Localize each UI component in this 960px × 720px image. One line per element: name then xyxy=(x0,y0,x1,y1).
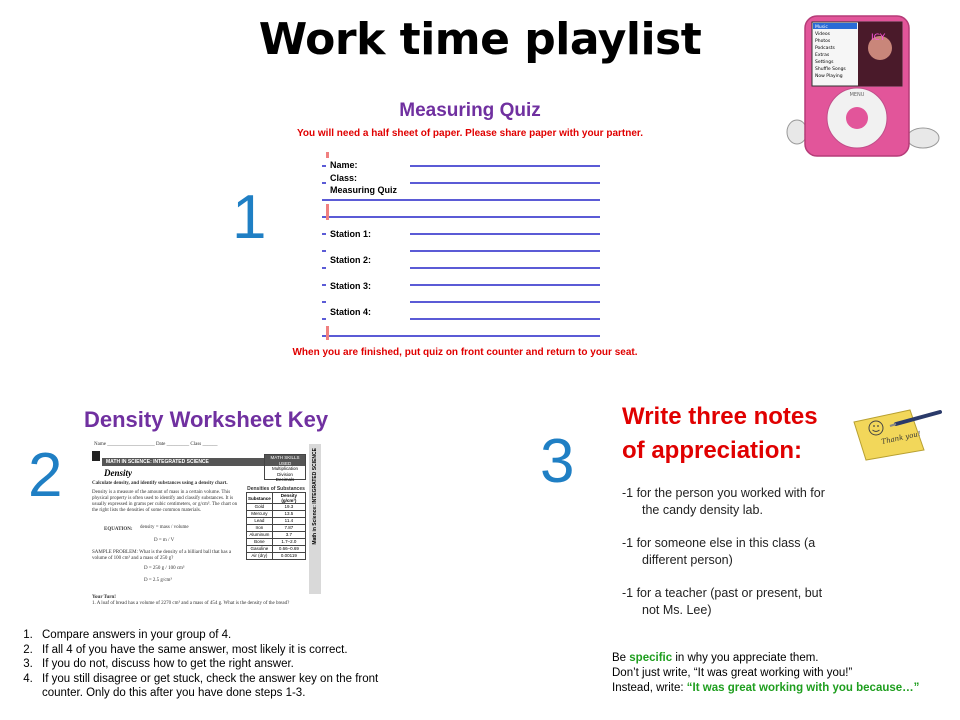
appreciation-heading-line1: Write three notes xyxy=(622,403,818,430)
appreciation-item xyxy=(622,485,862,518)
table-row xyxy=(247,511,306,518)
appreciation-item-line2: the candy density lab. xyxy=(642,502,763,517)
ws-equation-short: D = m / V xyxy=(154,538,175,543)
footer-be: Be xyxy=(612,652,627,664)
table-row xyxy=(247,553,306,560)
quiz-station-4: Station 4: xyxy=(330,307,372,317)
ws-skill-1: Multiplication xyxy=(271,466,298,471)
quiz-stations xyxy=(326,220,410,326)
density-table-header: Substance xyxy=(247,493,273,504)
ws-skill-3: Decimals xyxy=(275,477,295,482)
footer-line-3 xyxy=(612,681,952,696)
table-row xyxy=(247,504,306,511)
appreciation-item xyxy=(622,585,862,618)
ws-skills-box xyxy=(264,454,306,480)
quiz-station-2: Station 2: xyxy=(330,255,372,265)
appreciation-item-line1: -1 for a teacher (past or present, but xyxy=(622,586,823,600)
svg-text:ICY: ICY xyxy=(871,33,886,43)
table-cell: 19.3 xyxy=(272,504,305,511)
page-title: Work time playlist xyxy=(258,14,702,65)
table-row xyxy=(247,539,306,546)
footer-example: “It was great working with you because…” xyxy=(686,682,920,694)
note-card-text: Thank you! xyxy=(880,429,922,446)
ws-instruction: Calculate density, and identify substances using a density chart. xyxy=(92,481,228,486)
density-table-header-row xyxy=(247,493,306,504)
appreciation-heading-line2: of appreciation: xyxy=(622,437,803,464)
ipod-menu-item: Shuffle Songs xyxy=(815,67,846,72)
table-cell: 7.87 xyxy=(272,525,305,532)
footer-line-2: Don’t just write, “It was great working with you!” xyxy=(612,667,853,679)
ws-table-caption: Densities of Substances xyxy=(247,486,305,492)
section-number-1: 1 xyxy=(232,183,267,252)
table-cell: Air (dry) xyxy=(247,553,273,560)
appreciation-item-line2: not Ms. Lee) xyxy=(642,602,712,617)
quiz-note-bottom: When you are finished, put quiz on front counter and return to your seat. xyxy=(292,347,638,358)
footer-specific: specific xyxy=(629,652,673,664)
ws-skills-title: MATH SKILLS USED xyxy=(265,455,305,466)
section-number-2: 2 xyxy=(28,441,63,510)
step-item: 2. If all 4 of you have the same answer, most likely it is correct. xyxy=(36,643,414,658)
ipod-menu-item: Podcasts xyxy=(815,46,835,51)
table-cell: Bone xyxy=(247,539,273,546)
ws-body: Density is a measure of the amount of mass in a certain volume. This physical property is often used to identify and classify substances. It is usually expressed in grams per cubic centimeters, or g/cm³. The chart on the right lists the densities of some common materials. xyxy=(92,490,238,513)
ws-equation: density = mass / volume xyxy=(140,525,189,530)
ws-side-banner xyxy=(309,444,321,594)
table-cell: 11.4 xyxy=(272,518,305,525)
appreciation-list xyxy=(622,485,862,635)
ws-equation-label: EQUATION: xyxy=(104,527,133,532)
ws-topic: Density xyxy=(104,468,132,478)
ipod-menu-item: Music xyxy=(815,25,828,30)
quiz-field-title: Measuring Quiz xyxy=(330,185,398,195)
quiz-field-class: Class: xyxy=(330,172,358,183)
quiz-heading: Measuring Quiz xyxy=(399,100,541,121)
density-table xyxy=(246,492,306,560)
table-cell: 0.66–0.69 xyxy=(272,546,305,553)
ws-skill-2: Division xyxy=(277,471,293,477)
table-cell: 0.00119 xyxy=(272,553,305,560)
density-worksheet-thumbnail xyxy=(88,440,328,618)
ipod-menu-item: Photos xyxy=(815,39,831,44)
quiz-note-top: You will need a half sheet of paper. Please share paper with your partner. xyxy=(296,128,644,139)
step-item: 4. If you still disagree or get stuck, check the answer key on the front counter. Only do this after you have done steps 1-3. xyxy=(36,672,414,701)
table-cell: Gold xyxy=(247,504,273,511)
appreciation-item-line1: -1 for the person you worked with for xyxy=(622,486,825,500)
table-cell: 13.5 xyxy=(272,511,305,518)
table-row xyxy=(247,525,306,532)
ipod-menu-item: Extras xyxy=(815,53,830,58)
density-table-header: Density (g/cm³) xyxy=(272,493,305,504)
appreciation-heading xyxy=(622,400,818,468)
footer-instead: Instead, write: xyxy=(612,682,684,694)
step-item: 1. Compare answers in your group of 4. xyxy=(36,628,414,643)
appreciation-item xyxy=(622,535,862,568)
quiz-header-fields xyxy=(326,158,410,198)
ws-name-line: Name ___________________ Date _________ Class ______ xyxy=(94,442,218,447)
quiz-paper-illustration xyxy=(312,150,612,346)
ipod-illustration xyxy=(783,14,943,160)
footer-line-1 xyxy=(612,651,952,666)
ws-sample-work-2: D = 2.5 g/cm³ xyxy=(144,578,172,583)
ws-density-table xyxy=(246,486,306,560)
ws-problem-1: 1. A loaf of bread has a volume of 2270 cm³ and a mass of 454 g. What is the density of the bread? xyxy=(92,601,290,606)
thank-you-note-illustration xyxy=(848,406,942,462)
ws-sample-problem: SAMPLE PROBLEM: What is the density of a billiard ball that has a volume of 100 cm³ and a mass of 250 g? xyxy=(92,550,232,561)
table-cell: 3.7 xyxy=(272,532,305,539)
step-item: 3. If you do not, discuss how to get the right answer. xyxy=(36,657,414,672)
table-cell: Aluminum xyxy=(247,532,273,539)
table-cell: 1.7–2.0 xyxy=(272,539,305,546)
quiz-station-3: Station 3: xyxy=(330,281,372,291)
ws-side-banner-text: Math in Science: INTEGRATED SCIENCE xyxy=(312,448,318,545)
comparison-steps xyxy=(14,628,414,701)
table-row xyxy=(247,546,306,553)
table-row xyxy=(247,532,306,539)
table-cell: Gasoline xyxy=(247,546,273,553)
ws-sample-work-1: D = 250 g / 100 cm³ xyxy=(144,566,185,571)
footer-rest: in why you appreciate them. xyxy=(675,652,819,664)
ipod-menu-item: Videos xyxy=(815,32,830,37)
table-cell: Iron xyxy=(247,525,273,532)
density-heading: Density Worksheet Key xyxy=(84,407,329,432)
table-cell: Lead xyxy=(247,518,273,525)
table-row xyxy=(247,518,306,525)
appreciation-item-line2: different person) xyxy=(642,552,733,567)
appreciation-footer xyxy=(612,651,952,696)
quiz-field-name: Name: xyxy=(330,160,358,170)
ws-your-turn: Your Turn! xyxy=(92,595,116,600)
quiz-station-1: Station 1: xyxy=(330,229,372,239)
ws-banner: MATH IN SCIENCE: INTEGRATED SCIENCE xyxy=(102,458,266,466)
ipod-menu-item: Now Playing xyxy=(815,74,843,79)
table-cell: Mercury xyxy=(247,511,273,518)
ipod-menu-item: Settings xyxy=(815,60,834,65)
ipod-menu-label: MENU xyxy=(849,92,865,98)
section-number-3: 3 xyxy=(540,427,575,496)
appreciation-item-line1: -1 for someone else in this class (a xyxy=(622,536,816,550)
ws-banner-icon xyxy=(92,451,100,461)
